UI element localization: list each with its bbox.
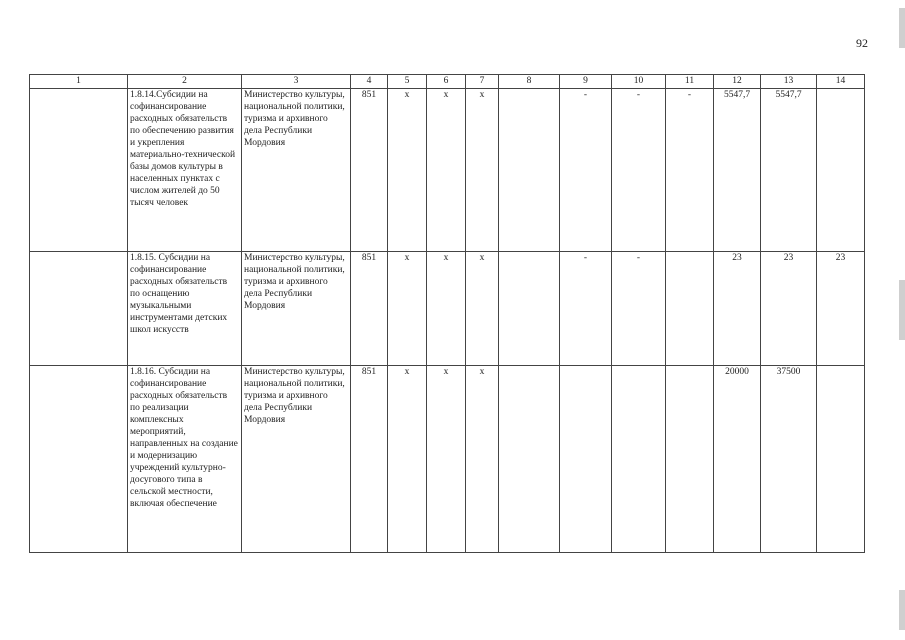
cell-col-7: х — [466, 89, 499, 252]
cell-col-7: х — [466, 366, 499, 553]
cell-col-5: х — [388, 366, 427, 553]
page-number: 92 — [856, 36, 868, 50]
header-col-7: 7 — [466, 75, 499, 89]
scan-edge-artifact — [899, 8, 905, 48]
cell-code: 851 — [351, 366, 388, 553]
cell-executor: Министерство культуры, национальной политики, туризма и архивного дела Республики Мордовия — [242, 252, 351, 366]
cell-code: 851 — [351, 252, 388, 366]
cell-col-6: х — [427, 252, 466, 366]
header-col-1: 1 — [30, 75, 128, 89]
cell-col-8 — [499, 366, 560, 553]
cell-col-6: х — [427, 366, 466, 553]
header-col-13: 13 — [761, 75, 817, 89]
table-row — [30, 252, 865, 366]
cell-col-13: 23 — [761, 252, 817, 366]
header-col-2: 2 — [128, 75, 242, 89]
cell-measure-name: 1.8.14.Субсидии на софинансирование расходных обязательств по обеспечению развития и укрепления материально-технической базы домов культуры в населенных пунктах с числом жителей до 50 тысяч человек — [128, 89, 242, 252]
cell-col-11: - — [666, 89, 714, 252]
cell-executor: Министерство культуры, национальной политики, туризма и архивного дела Республики Мордовия — [242, 366, 351, 553]
cell-executor: Министерство культуры, национальной политики, туризма и архивного дела Республики Мордовия — [242, 89, 351, 252]
cell-code: 851 — [351, 89, 388, 252]
cell-col-9: - — [560, 252, 612, 366]
cell-col-14 — [817, 366, 865, 553]
cell-col-8 — [499, 89, 560, 252]
cell-index — [30, 89, 128, 252]
header-row — [30, 75, 865, 89]
cell-col-11 — [666, 366, 714, 553]
header-col-14: 14 — [817, 75, 865, 89]
cell-col-13: 37500 — [761, 366, 817, 553]
cell-col-7: х — [466, 252, 499, 366]
cell-col-12: 20000 — [714, 366, 761, 553]
table-row — [30, 366, 865, 553]
cell-col-10 — [612, 366, 666, 553]
cell-index — [30, 366, 128, 553]
cell-col-12: 23 — [714, 252, 761, 366]
table-row — [30, 89, 865, 252]
header-col-5: 5 — [388, 75, 427, 89]
cell-measure-name: 1.8.15. Субсидии на софинансирование расходных обязательств по оснащению музыкальными инструментами детских школ искусств — [128, 252, 242, 366]
cell-col-11 — [666, 252, 714, 366]
cell-index — [30, 252, 128, 366]
header-col-12: 12 — [714, 75, 761, 89]
cell-col-6: х — [427, 89, 466, 252]
cell-col-5: х — [388, 252, 427, 366]
cell-col-5: х — [388, 89, 427, 252]
header-col-10: 10 — [612, 75, 666, 89]
cell-col-10: - — [612, 252, 666, 366]
cell-col-14 — [817, 89, 865, 252]
scan-edge-artifact — [899, 590, 905, 630]
header-col-8: 8 — [499, 75, 560, 89]
cell-col-8 — [499, 252, 560, 366]
cell-col-12: 5547,7 — [714, 89, 761, 252]
cell-col-9: - — [560, 89, 612, 252]
header-col-4: 4 — [351, 75, 388, 89]
cell-col-14: 23 — [817, 252, 865, 366]
cell-col-9 — [560, 366, 612, 553]
cell-col-10: - — [612, 89, 666, 252]
header-col-3: 3 — [242, 75, 351, 89]
cell-col-13: 5547,7 — [761, 89, 817, 252]
header-col-9: 9 — [560, 75, 612, 89]
budget-table — [29, 74, 865, 553]
header-col-11: 11 — [666, 75, 714, 89]
cell-measure-name: 1.8.16. Субсидии на софинансирование расходных обязательств по реализации комплексных мероприятий, направленных на создание и модернизацию учреждений культурно-досугового типа в сельской местности, включая обеспечение — [128, 366, 242, 553]
scan-edge-artifact — [899, 280, 905, 340]
header-col-6: 6 — [427, 75, 466, 89]
